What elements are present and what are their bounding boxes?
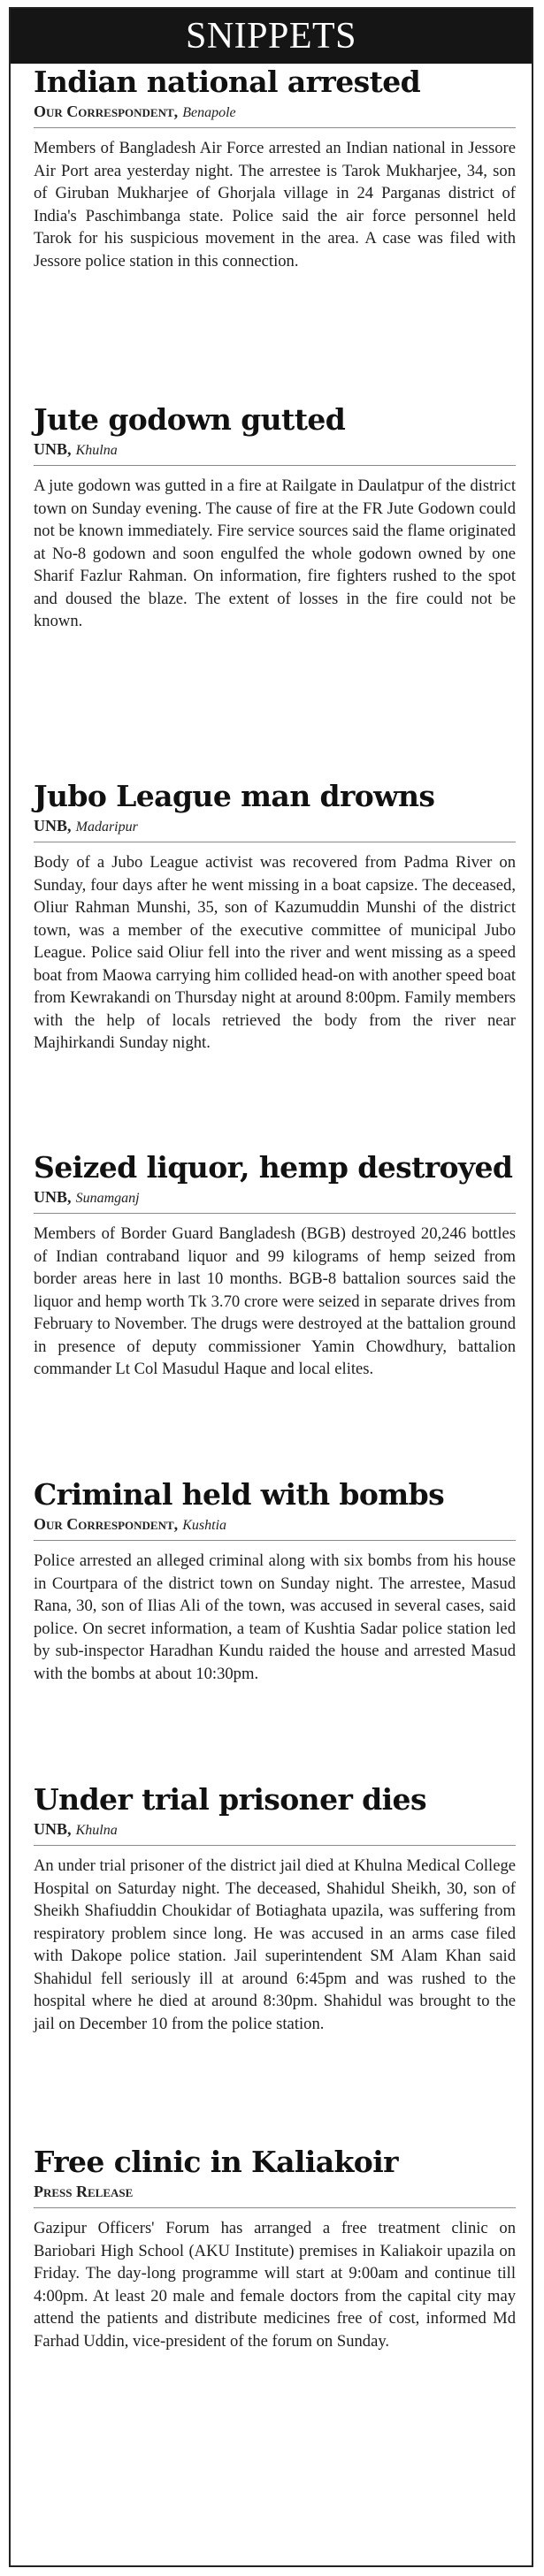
byline-location: Benapole [182,105,236,120]
byline-location: Kushtia [182,1518,227,1533]
section-banner: SNIPPETS [11,9,532,64]
byline [34,817,516,842]
story-body: Police arrested an alleged criminal along with six bombs from his house in Courtpara of the district town on Sunday night. The arrestee, Masud Rana, 30, son of Ilias Ali of the town, was accused in several cases, said police. On secret information, a team of Kushtia Sadar police station led by sub-inspector Haradhan Kundu raided the house and arrested Masud with the bombs at about 10:30pm. [34,1551,516,1683]
story-body: Gazipur Officers' Forum has arranged a free treatment clinic on Bariobari High School (AKU Institute) premises in Kaliakoir upazila on Friday. The day-long programme will start at 9:00am and continue till 4:00pm. At least 20 male and female doctors from the capital city may attend the patients and distribute medicines free of cost, informed Md Farhad Uddin, vice-president of the forum on Sunday. [34,2219,516,2351]
story-body: Body of a Jubo League activist was recovered from Padma River on Sunday, four days after he went missing in a boat capsize. The deceased, Oliur Rahman Munshi, 35, son of Kazumuddin Munshi of the district town, was a member of the executive committee of municipal Jubo League. Police said Oliur fell into the river and went missing as a speed boat from Maowa carrying him collided head-on with another speed boat from Kewrakandi on Thursday night at around 8:00pm. Family members with the help of locals retrieved the body from the river near Majhirkandi Sunday night. [34,853,516,1052]
byline-source: UNB, [34,1188,72,1206]
news-item [34,64,516,272]
byline [34,1188,516,1214]
news-item [34,1476,516,1685]
headline: Criminal held with bombs [34,1477,445,1512]
headline: Jute godown gutted [34,402,346,437]
news-item [34,1781,516,2035]
byline-source: Press Release [34,2183,134,2200]
byline [34,2183,516,2208]
news-item [34,778,516,1055]
byline-location: Madaripur [75,819,138,835]
byline [34,103,516,128]
byline-location: Khulna [75,443,118,458]
story-body: Members of Bangladesh Air Force arrested an Indian national in Jessore Air Port area yesterday night. The arrestee is Tarok Mukharjee, 34, son of Giruban Mukharjee of Ghorjala village in 24 Parganas district of India's Paschimbanga state. Police said the air force personnel held Tarok for his suspicious movement in the area. A case was filed with Jessore police station in this connection. [34,139,516,271]
news-item [34,401,516,633]
byline [34,440,516,466]
byline-source: UNB, [34,440,72,458]
headline: Free clinic in Kaliakoir [34,2145,398,2179]
story-body: Members of Border Guard Bangladesh (BGB) destroyed 20,246 bottles of Indian contraband liquor and 99 kilograms of hemp seized from border areas here in last 10 months. BGB-8 battalion sources said the liquor and hemp worth Tk 3.70 crore were seized in separate drives from February to November. The drugs were destroyed at the battalion ground in presence of deputy commissioner Yamin Chowdhury, battalion commander Lt Col Masudul Haque and local elites. [34,1224,516,1378]
headline: Under trial prisoner dies [34,1782,426,1817]
byline-location: Khulna [75,1823,118,1838]
story-body: An under trial prisoner of the district jail died at Khulna Medical College Hospital on Saturday night. The deceased, Shahidul Sheikh, 30, son of Sheikh Shafiuddin Choukidar of Botiaghata upazila, was suffering from respiratory problem since long. He was accused in an arms case filed with Dakope police station. Jail superintendent SM Alam Khan said Shahidul fell seriously ill at around 6:45pm and was rushed to the hospital where he died at around 8:30pm. Shahidul was brought to the jail on December 10 from the police station. [34,1856,516,2033]
byline [34,1820,516,1846]
headline: Jubo League man drowns [34,779,435,813]
news-item [34,2144,516,2352]
story-body: A jute godown was gutted in a fire at Railgate in Daulatpur of the district town on Sunday evening. The cause of fire at the FR Jute Godown could not be known immediately. Fire service sources said the flame originated at No-8 godown and soon engulfed the whole godown owned by one Sharif Fazlur Rahman. On information, fire fighters rushed to the spot and doused the blaze. The extent of losses in the fire could not be known. [34,476,516,630]
byline-source: UNB, [34,817,72,835]
byline [34,1515,516,1541]
byline-source: Our Correspondent, [34,103,179,120]
headline: Seized liquor, hemp destroyed [34,1150,513,1185]
headline: Indian national arrested [34,65,421,99]
snippets-panel [9,7,533,2567]
news-item [34,1149,516,1381]
byline-source: Our Correspondent, [34,1515,179,1533]
byline-location: Sunamganj [75,1191,140,1206]
byline-source: UNB, [34,1820,72,1838]
